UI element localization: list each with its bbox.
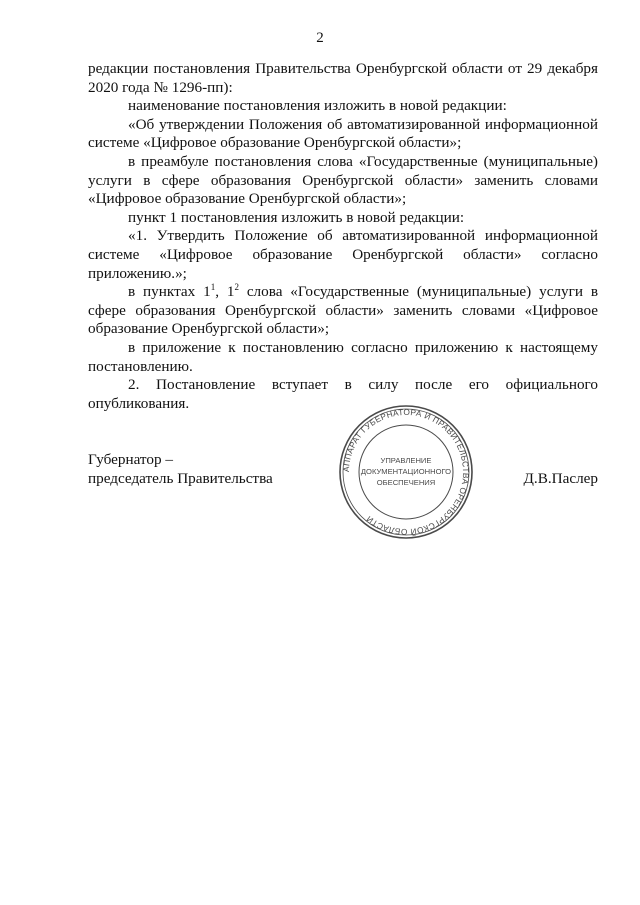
stamp-seal-graphic [337,403,475,541]
signatory-title-line-1: Губернатор – [88,451,173,468]
paragraph-7-part-b: , 1 [215,283,235,301]
signatory-name: Д.В.Паслер [523,470,598,487]
paragraph-3: «Об утверждении Положения об автоматизированной информационной системе «Цифровое образование Оренбургской области»; [88,115,598,152]
stamp-center-line-3: ОБЕСПЕЧЕНИЯ [376,478,436,487]
superscript-2: 2 [234,282,239,293]
paragraph-7-part-c: слова «Государственные (муниципальные) услуги в сфере образования Оренбургской области» заменить словами «Цифровое образование Оренбургской области»; [88,283,599,338]
paragraph-9-line-1: 2. Постановление вступает в силу после его официального [128,376,598,394]
paragraph-4: в преамбуле постановления слова «Государственные (муниципальные) услуги в сфере образования Оренбургской области» заменить словами «Цифровое образование Оренбургской области»; [88,152,598,208]
signatory-title-line-2: председатель Правительства [88,470,273,487]
paragraph-7 [88,283,598,339]
page-number: 2 [316,30,324,46]
paragraph-8: в приложение к постановлению согласно приложению к настоящему постановлению. [88,338,598,375]
superscript-1: 1 [210,282,216,293]
stamp-center-line-2: ДОКУМЕНТАЦИОННОГО [360,467,452,476]
paragraph-2: наименование постановления изложить в новой редакции: [128,97,507,115]
official-stamp [337,403,475,541]
paragraph-6: «1. Утвердить Положение об автоматизированной информационной системе «Цифровое образование Оренбургской области» согласно приложению.»; [88,227,598,282]
paragraph-9-line-2: опубликования. [88,394,190,412]
paragraph-1: редакции постановления Правительства Оренбургской области от 29 декабря 2020 года № 1296-пп): [88,60,598,96]
stamp-ring-text: АППАРАТ ГУБЕРНАТОРА И ПРАВИТЕЛЬСТВА ОРЕНБУРГСКОЙ ОБЛАСТИ [340,406,472,538]
paragraph-7-part-a: в пунктах 1 [128,283,211,301]
stamp-center-line-1: УПРАВЛЕНИЕ [380,456,432,465]
paragraph-5: пункт 1 постановления изложить в новой редакции: [128,208,465,226]
signatory-title [88,450,273,488]
document-body [88,60,598,413]
